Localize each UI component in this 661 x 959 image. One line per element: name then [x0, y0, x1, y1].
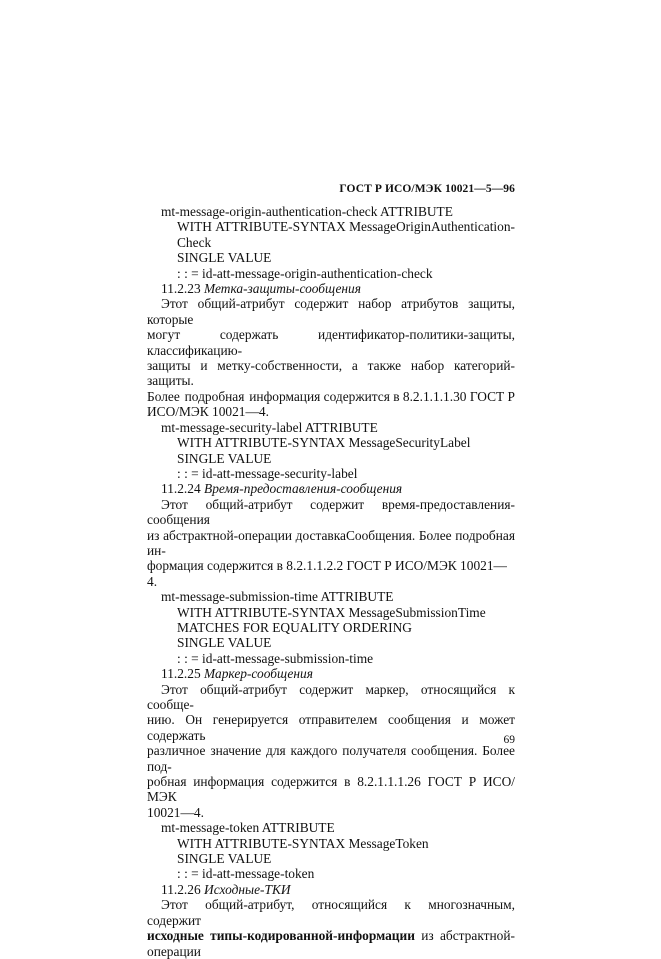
paragraph-line	[147, 389, 515, 404]
paragraph-line: формация содержится в 8.2.1.1.2.2 ГОСТ Р ИСО/МЭК 10021—4.	[147, 558, 507, 589]
code-line: : : = id-att-message-submission-time	[177, 650, 374, 666]
section-number: 11.2.26	[161, 881, 201, 897]
code-line: SINGLE VALUE	[177, 450, 272, 466]
code-token: MessageOriginAuthentication-	[349, 219, 515, 235]
paragraph-line: нию. Он генерируется отправителем сообщения и может содержать	[147, 712, 515, 743]
code-line: mt-message-token ATTRIBUTE	[161, 820, 335, 836]
page-body	[147, 204, 515, 959]
code-line: SINGLE VALUE	[177, 250, 272, 266]
code-token: ATTRIBUTE-SYNTAX	[215, 219, 346, 235]
code-line: WITH ATTRIBUTE-SYNTAX MessageSecurityLabel	[177, 435, 471, 451]
text-fragment: из абстрактной-операции	[147, 928, 515, 959]
paragraph-line: Этот общий-атрибут, относящийся к многозначным, содержит	[147, 897, 515, 928]
paragraph-line: Этот общий-атрибут содержит время-предоставления-сообщения	[147, 496, 515, 528]
section-number: 11.2.23	[161, 281, 201, 297]
section-title: Маркер-сообщения	[204, 666, 313, 682]
paragraph-line	[147, 928, 515, 959]
paragraph-line: защиты и метку-собственности, а также набор категорий-защиты.	[147, 358, 515, 389]
code-token: WITH	[177, 219, 212, 235]
section-title: Метка-защиты-сообщения	[204, 281, 361, 297]
code-line: mt-message-security-label ATTRIBUTE	[161, 419, 378, 435]
paragraph-line: различное значение для каждого получателя сообщения. Более под-	[147, 743, 515, 774]
paragraph-line: ИСО/МЭК 10021—4.	[147, 404, 269, 420]
paragraph-line: 10021—4.	[147, 804, 204, 820]
code-line	[147, 219, 515, 234]
bold-term: исходные типы-кодированной-информации	[147, 928, 415, 944]
code-line: WITH ATTRIBUTE-SYNTAX MessageToken	[177, 835, 429, 851]
code-line: WITH ATTRIBUTE-SYNTAX MessageSubmissionTime	[177, 604, 486, 620]
text-fragment: Более	[147, 388, 180, 404]
code-line: SINGLE VALUE	[177, 851, 272, 867]
code-line: SINGLE VALUE	[177, 635, 272, 651]
page-number: 69	[503, 734, 515, 746]
code-line: : : = id-att-message-security-label	[177, 465, 358, 481]
code-line: : : = id-att-message-token	[177, 866, 315, 882]
section-heading	[147, 666, 515, 681]
paragraph-line: Этот общий-атрибут содержит набор атрибутов защиты, которые	[147, 296, 515, 327]
paragraph-line: могут содержать идентификатор-политики-защиты, классификацию-	[147, 327, 515, 358]
code-line: MATCHES FOR EQUALITY ORDERING	[177, 619, 412, 635]
code-line: mt-message-submission-time ATTRIBUTE	[161, 589, 394, 605]
text-fragment: информация содержится в 8.2.1.1.1.30 ГОСТ Р	[249, 388, 515, 404]
paragraph-line: из абстрактной-операции доставкаСообщения. Более подробная ин-	[147, 527, 515, 558]
code-line: : : = id-att-message-origin-authentication-check	[177, 265, 433, 281]
page-header: ГОСТ Р ИСО/МЭК 10021—5—96	[339, 183, 515, 195]
paragraph-line: Этот общий-атрибут содержит маркер, относящийся к сообще-	[147, 681, 515, 712]
section-heading	[147, 882, 515, 897]
section-title: Время-предоставления-сообщения	[204, 481, 403, 497]
section-heading	[147, 281, 515, 296]
code-line: mt-message-origin-authentication-check ATTRIBUTE	[161, 204, 453, 219]
section-heading	[147, 481, 515, 496]
text-fragment: подробная	[184, 388, 245, 404]
paragraph-line: робная информация содержится в 8.2.1.1.1.26 ГОСТ Р ИСО/МЭК	[147, 774, 515, 805]
code-line: Check	[177, 234, 212, 250]
section-number: 11.2.25	[161, 666, 201, 682]
section-title: Исходные-ТКИ	[204, 881, 291, 897]
section-number: 11.2.24	[161, 481, 201, 497]
